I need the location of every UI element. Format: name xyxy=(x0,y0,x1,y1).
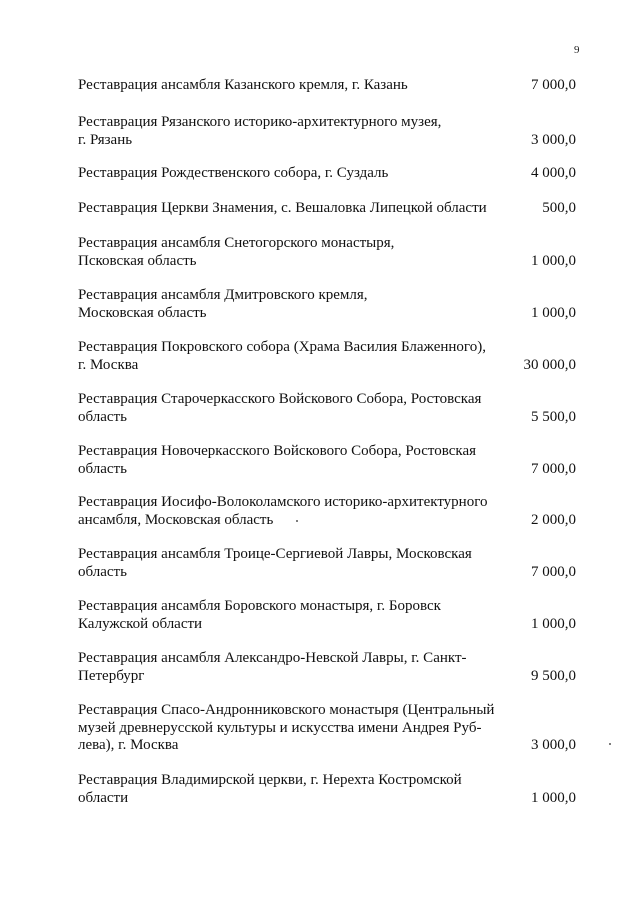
entry-amount: 1 000,0 xyxy=(531,252,576,269)
list-item xyxy=(78,772,578,807)
entry-title: Реставрация Рождественского собора, г. Суздаль xyxy=(78,165,389,181)
entry-title: Реставрация ансамбля Снетогорского монастыря, Псковская область xyxy=(78,235,395,269)
list-item xyxy=(78,165,578,183)
scan-speck xyxy=(296,520,298,522)
entry-title: Реставрация Новочеркасского Войскового Собора, Ростовская область xyxy=(78,443,477,477)
entry-amount: 500,0 xyxy=(542,200,576,216)
list-item xyxy=(78,494,578,529)
entry-amount: 7 000,0 xyxy=(531,563,576,580)
entry-title: Реставрация Рязанского историко-архитектурного музея, г. Рязань xyxy=(78,114,442,148)
entry-title: Реставрация Иосифо-Волоколамского историко-архитектурного ансамбля, Московская область xyxy=(78,494,488,528)
list-item xyxy=(78,287,578,322)
list-item xyxy=(78,339,578,374)
entry-title: Реставрация Владимирской церкви, г. Нерехта Костромской области xyxy=(78,772,462,806)
entry-amount: 1 000,0 xyxy=(531,304,576,321)
entry-title: Реставрация Спасо-Андронниковского монастыря (Центральный музей древнерусской культуры и искусства имени Андрея Руб- лева), г. Москва xyxy=(78,702,495,753)
entry-title: Реставрация Церкви Знамения, с. Вешаловка Липецкой области xyxy=(78,200,487,216)
list-item xyxy=(78,650,578,685)
list-item xyxy=(78,443,578,478)
entry-title: Реставрация Покровского собора (Храма Василия Блаженного), г. Москва xyxy=(78,339,486,373)
entry-amount: 3 000,0 xyxy=(531,737,576,753)
list-item xyxy=(78,702,578,755)
entry-amount: 30 000,0 xyxy=(523,356,576,373)
list-item xyxy=(78,200,578,218)
entry-title: Реставрация ансамбля Боровского монастыря, г. Боровск Калужской области xyxy=(78,598,441,632)
entry-title: Реставрация ансамбля Казанского кремля, г. Казань xyxy=(78,77,408,93)
entry-amount: 3 000,0 xyxy=(531,131,576,148)
entry-title: Реставрация ансамбля Александро-Невской Лавры, г. Санкт- Петербург xyxy=(78,650,467,684)
entry-amount: 1 000,0 xyxy=(531,789,576,806)
entry-amount: 9 500,0 xyxy=(531,667,576,684)
list-item xyxy=(78,598,578,633)
list-item xyxy=(78,391,578,426)
entry-amount: 7 000,0 xyxy=(531,460,576,477)
entry-amount: 4 000,0 xyxy=(531,165,576,181)
list-item xyxy=(78,114,578,149)
entry-amount: 1 000,0 xyxy=(531,615,576,632)
entry-title: Реставрация ансамбля Дмитровского кремля, Московская область xyxy=(78,287,368,321)
list-item xyxy=(78,77,578,95)
entry-amount: 5 500,0 xyxy=(531,408,576,425)
scan-speck xyxy=(609,743,611,745)
entry-amount: 2 000,0 xyxy=(531,511,576,528)
list-item xyxy=(78,546,578,581)
page-number: 9 xyxy=(574,44,580,56)
entry-amount: 7 000,0 xyxy=(531,77,576,93)
entry-title: Реставрация Старочеркасского Войскового Собора, Ростовская область xyxy=(78,391,482,425)
entry-title: Реставрация ансамбля Троице-Сергиевой Лавры, Московская область xyxy=(78,546,472,580)
list-item xyxy=(78,235,578,270)
